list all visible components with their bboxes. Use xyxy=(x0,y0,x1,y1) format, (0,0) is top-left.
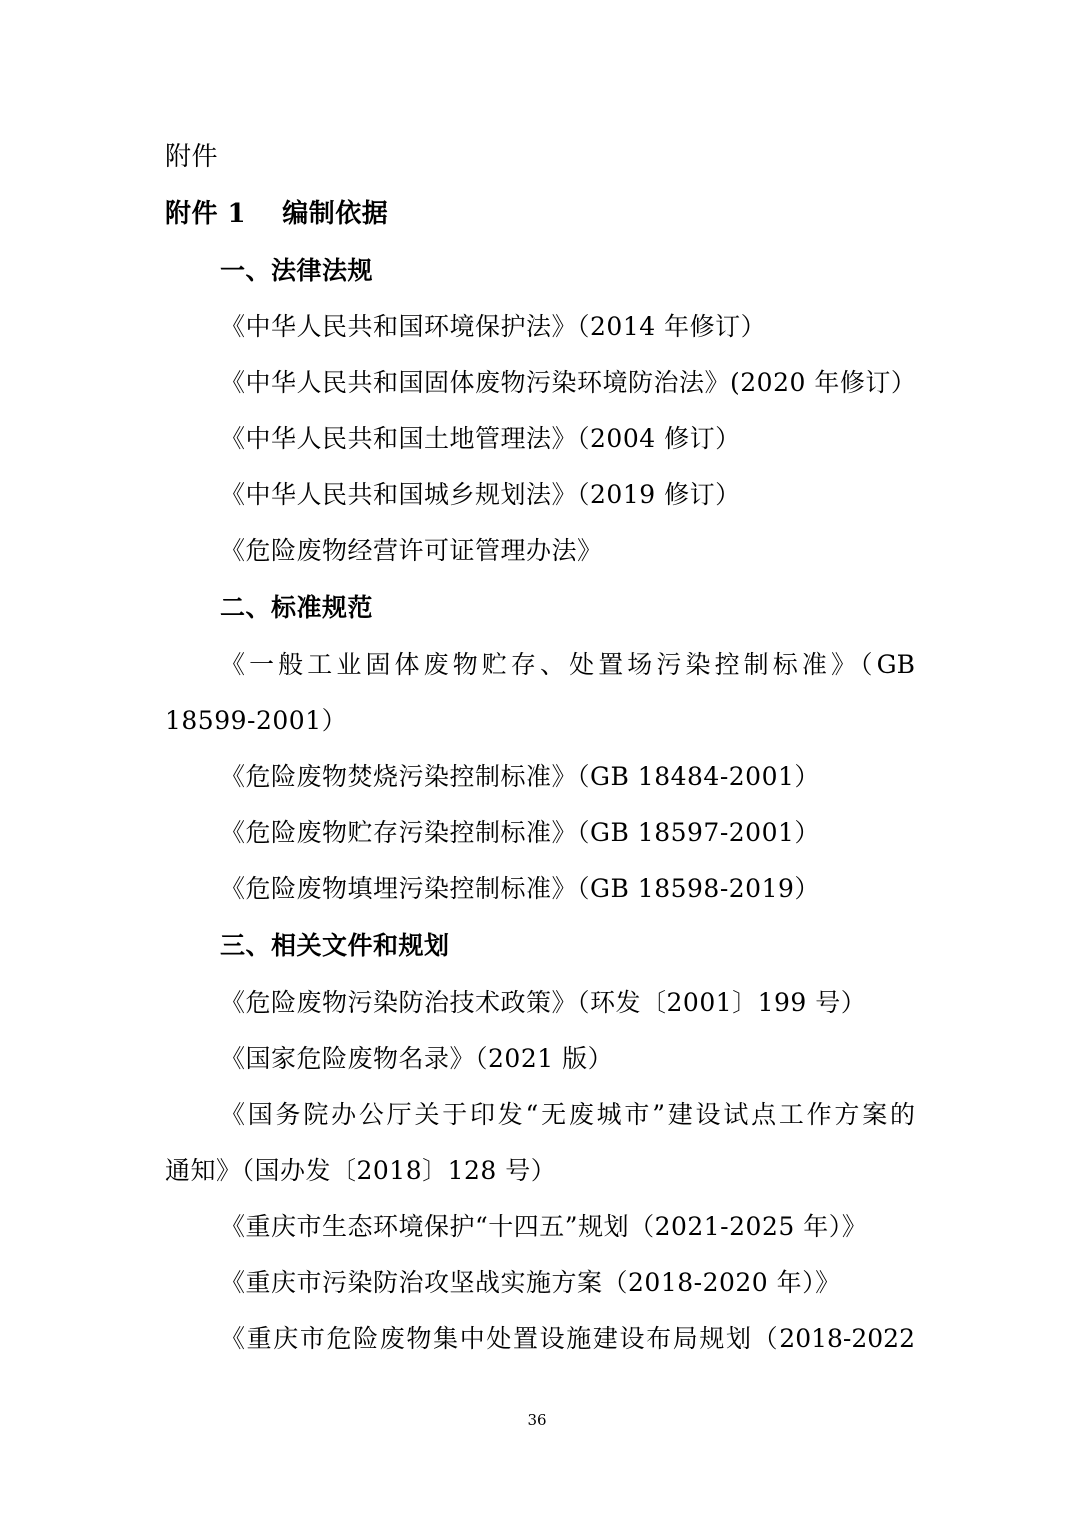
list-item: 《中华人民共和国城乡规划法》（2019 修订） xyxy=(220,480,741,509)
page-number: 36 xyxy=(527,1411,547,1429)
list-item: 《重庆市生态环境保护“十四五”规划（2021-2025 年）》 xyxy=(220,1212,868,1241)
list-item: 《中华人民共和国土地管理法》（2004 修订） xyxy=(220,424,741,453)
section-heading-standards: 二、标准规范 xyxy=(220,593,374,622)
list-item-continuation: 18599-2001） xyxy=(165,706,348,735)
list-item: 《中华人民共和国环境保护法》（2014 年修订） xyxy=(220,312,767,341)
section-heading-documents: 三、相关文件和规划 xyxy=(220,931,450,960)
list-item: 《危险废物贮存污染控制标准》（GB 18597-2001） xyxy=(220,818,820,847)
attachment-subtitle: 附件 1 编制依据 xyxy=(165,199,389,229)
list-item: 《国务院办公厅关于印发“无废城市”建设试点工作方案的 xyxy=(220,1100,915,1129)
section-heading-laws: 一、法律法规 xyxy=(220,256,374,285)
list-item: 《危险废物污染防治技术政策》（环发〔2001〕199 号） xyxy=(220,988,867,1017)
list-item: 《危险废物经营许可证管理办法》 xyxy=(220,536,603,565)
list-item: 《国家危险废物名录》（2021 版） xyxy=(220,1044,614,1073)
list-item: 《危险废物填埋污染控制标准》（GB 18598-2019） xyxy=(220,874,820,903)
list-item: 《危险废物焚烧污染控制标准》（GB 18484-2001） xyxy=(220,762,820,791)
attachment-title: 附件 xyxy=(165,142,219,172)
list-item: 《重庆市危险废物集中处置设施建设布局规划（2018-2022 xyxy=(220,1324,915,1353)
list-item: 《中华人民共和国固体废物污染环境防治法》(2020 年修订） xyxy=(220,368,917,397)
list-item-continuation: 通知》（国办发〔2018〕128 号） xyxy=(165,1156,557,1185)
list-item: 《重庆市污染防治攻坚战实施方案（2018-2020 年）》 xyxy=(220,1268,841,1297)
list-item: 《一般工业固体废物贮存、处置场污染控制标准》（GB xyxy=(220,650,915,679)
